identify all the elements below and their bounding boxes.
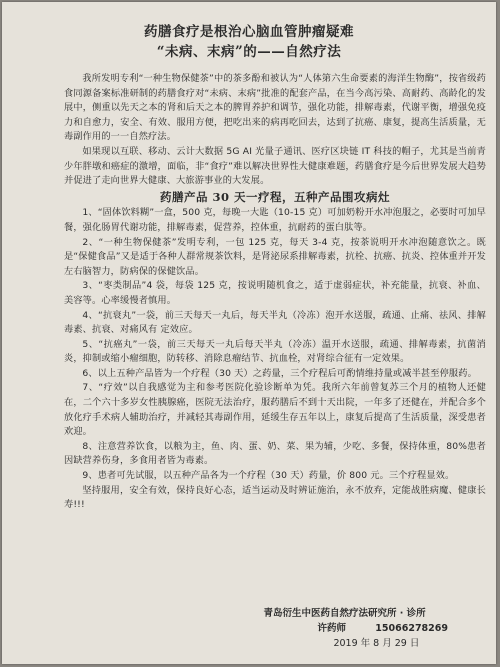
list-item: 7、“疗效”以自我感觉为主和参考医院化验诊断单为凭。我所六年前曾复苏三个月的植物人还健在，二个六十多岁女性胰腺癌，医院无法治疗，服药膳后不到十天出院，一年多了还健在，并配合多个放化疗手术病人辅助治疗，并减轻其毒副作用，延缓生存五年以上，康复后提高了生活质量，深受患者欢迎。 — [64, 382, 486, 438]
organization-name: 青岛衍生中医药自然疗法研究所 · 诊所 — [263, 608, 426, 619]
list-item: 3、“枣类制品”4 袋，每袋 125 克，按说明随机食之，适于虚弱症状，补充能量，抗衰、补血、美容等。心率缓慢者慎用。 — [64, 280, 486, 306]
list-item: 9、患者可先试服，以五种产品各为一个疗程（30 天）药量，价 800 元。三个疗程显效。 — [82, 470, 455, 482]
section-heading: 药膳产品 30 天一疗程，五种产品围攻病灶 — [159, 189, 390, 204]
document-body — [64, 72, 486, 513]
document-page — [2, 2, 496, 664]
list-item: 4、“抗衰丸”一袋，前三天每天一丸后，每天半丸（冷冻）泡开水送服，疏通、止痛、祛风、排解毒素、抗衰、对痛风有 定效应。 — [64, 309, 486, 336]
list-item: 8、注意营养饮食，以粮为主，鱼、肉、蛋、奶、菜、果为辅，少吃、多餐，保持体重，80%患者因缺营养伤身，多食用者皆为毒素。 — [64, 440, 486, 467]
list-item: 2、“一种生物保健茶”发明专利，一包 125 克，每天 3-4 克，按茶说明开水冲泡随意饮之。既是“保健食品”又是适于各种人群常规茶饮料，是肾泌尿系排解毒素，抗栓、抗癌、抗炎、控体重并开发左右脑智力，防病保的保健饮品。 — [64, 236, 486, 277]
list-item: 6、以上五种产品皆为一个疗程（30 天）之药量，三个疗程后可酌情维持量或减半甚至停服药。 — [82, 367, 477, 379]
closing-paragraph: 坚持服用，安全有效，保持良好心态，适当运动及时辨证施治，永不放弃，定能战胜病魔、健康长寿!!! — [64, 484, 486, 511]
document-title-line-2: “未病、末病”的——自然疗法 — [156, 44, 342, 60]
list-item: 1、“固体饮料糊”一盒，500 克，每晚一大匙（10-15 克）可加奶粉开水冲泡服之，必要时可加早餐，强化肠胃代谢功能，排解毒素，促营养，控体重，抗耐药的蛋白肽等。 — [64, 207, 486, 233]
signature-block — [263, 606, 448, 651]
intro-paragraph-1: 我所发明专利“一种生物保健茶”中的茶多酚和被认为“人体第六生命要素的海洋生物酶”，按省级药食同源备案标准研制的药膳食疗对“未病、末病”批准的配套产品，在当今高污染、高耐药、高龄化的发展中，侧重以先天之本的肾和后天之本的脾胃养护和调节，强化功能，排解毒素，代谢平衡，增强免疫力和自愈力，安全、有效、服用方便，把吃出来的病再吃回去，达到了抗癌、康复，提高生活质量，无毒副作用的一一自然疗法。 — [64, 73, 486, 143]
phone-number: 15066278269 — [375, 623, 448, 634]
document-title-line-1: 药膳食疗是根治心脑血管肿瘤疑难 — [144, 24, 354, 40]
intro-paragraph-2: 如果现以互联、移动、云计大数据 5G AI 光量子通讯、医疗区块链 IT 科技的帽子，尤其是当前青少年胖墩和癌症的激增，面临，非“食疗”难以解决世界性大健康难题，药膳食疗是今后世界发展大趋势并促进了走向世界大健康、大旅游事业的大发展。 — [64, 145, 486, 187]
list-item: 5、“抗癌丸”一袋，前三天每天一丸后每天半丸（冷冻）温开水送服，疏通、排解毒素，抗菌消炎，抑制或缩小瘤细胞，防转移、消除息瘤结节、抗血栓，对肾综合征有一定效果。 — [64, 338, 486, 365]
pharmacist-name: 许药师 — [317, 623, 346, 634]
contact-line — [263, 621, 448, 636]
document-date: 2019 年 8 月 29 日 — [333, 638, 420, 649]
